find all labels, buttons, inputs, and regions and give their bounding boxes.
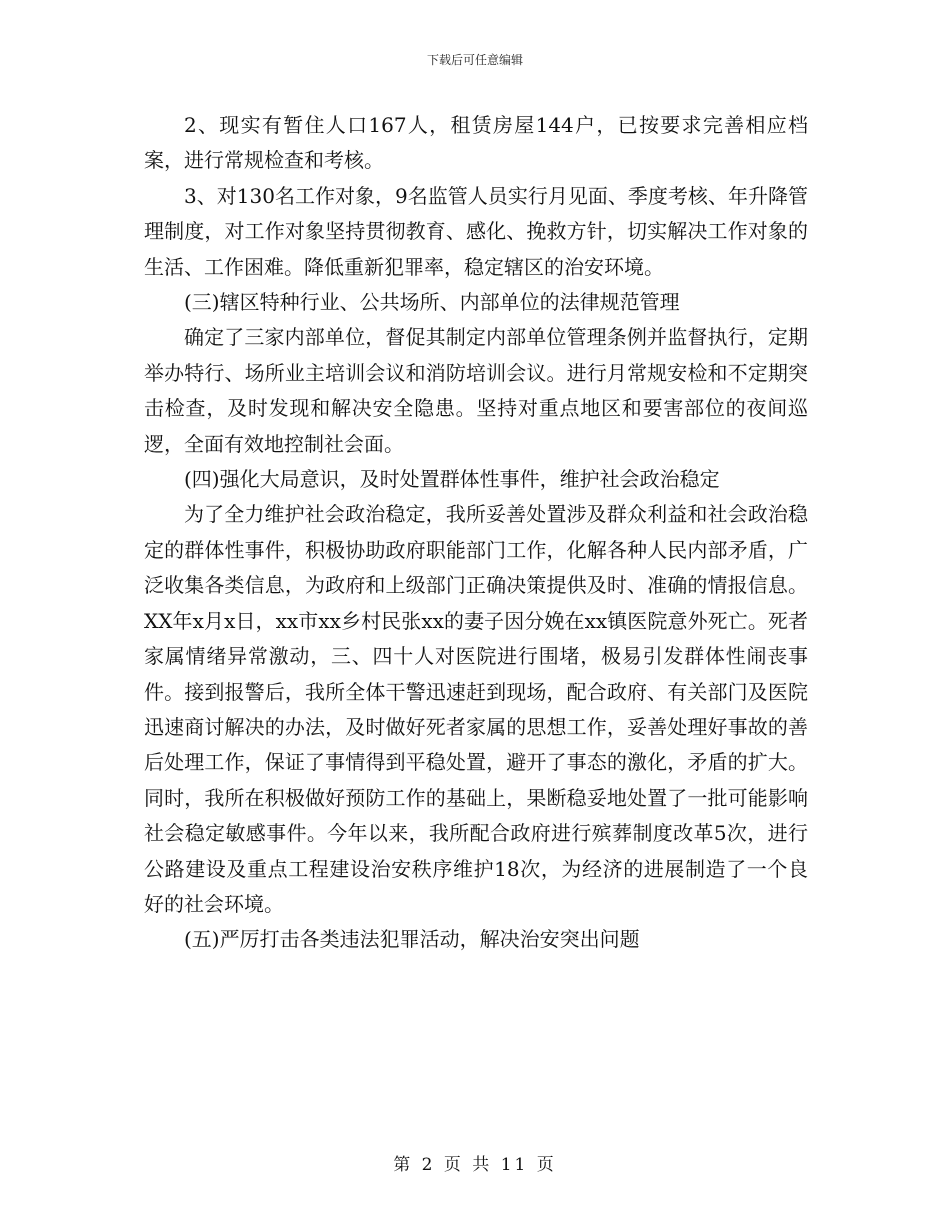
document-body [144,108,808,958]
page-header: 下载后可任意编辑 [426,53,523,67]
page-number-footer: 第 2 页 共 11 页 [393,1155,557,1175]
paragraph-stability: 为了全力维护社会政治稳定，我所妥善处置涉及群众利益和社会政治稳定的群体性事件，积极协助政府职能部门工作，化解各种人民内部矛盾，广泛收集各类信息，为政府和上级部门正确决策提供及时、准确的情报信息。XX年x月x日，xx市xx乡村民张xx的妻子因分娩在xx镇医院意外死亡。死者家属情绪异常激动，三、四十人对医院进行围堵，极易引发群体性闹丧事件。接到报警后，我所全体干警迅速赶到现场，配合政府、有关部门及医院迅速商讨解决的办法，及时做好死者家属的思想工作，妥善处理好事故的善后处理工作，保证了事情得到平稳处置，避开了事态的激化，矛盾的扩大。同时，我所在积极做好预防工作的基础上，果断稳妥地处置了一批可能影响社会稳定敏感事件。今年以来，我所配合政府进行殡葬制度改革5次，进行公路建设及重点工程建设治安秩序维护18次，为经济的进展制造了一个良好的社会环境。 [144,502,808,916]
paragraph-item-2: 2、现实有暂住人口167人，租赁房屋144户，已按要求完善相应档案，进行常规检查和考核。 [144,113,808,173]
section-heading-3: (三)辖区特种行业、公共场所、内部单位的法律规范管理 [184,290,680,315]
paragraph-item-3: 3、对130名工作对象，9名监管人员实行月见面、季度考核、年升降管理制度，对工作对象坚持贯彻教育、感化、挽救方针，切实解决工作对象的生活、工作困难。降低重新犯罪率，稳定辖区的治安环境。 [144,183,808,279]
paragraph-internal-units: 确定了三家内部单位，督促其制定内部单位管理条例并监督执行，定期举办特行、场所业主培训会议和消防培训会议。进行月常规安检和不定期突击检查，及时发现和解决安全隐患。坚持对重点地区和要害部位的夜间巡逻，全面有效地控制社会面。 [144,325,808,456]
section-heading-5: (五)严厉打击各类违法犯罪活动，解决治安突出问题 [184,927,640,952]
section-heading-4: (四)强化大局意识，及时处置群体性事件，维护社会政治稳定 [184,467,720,492]
